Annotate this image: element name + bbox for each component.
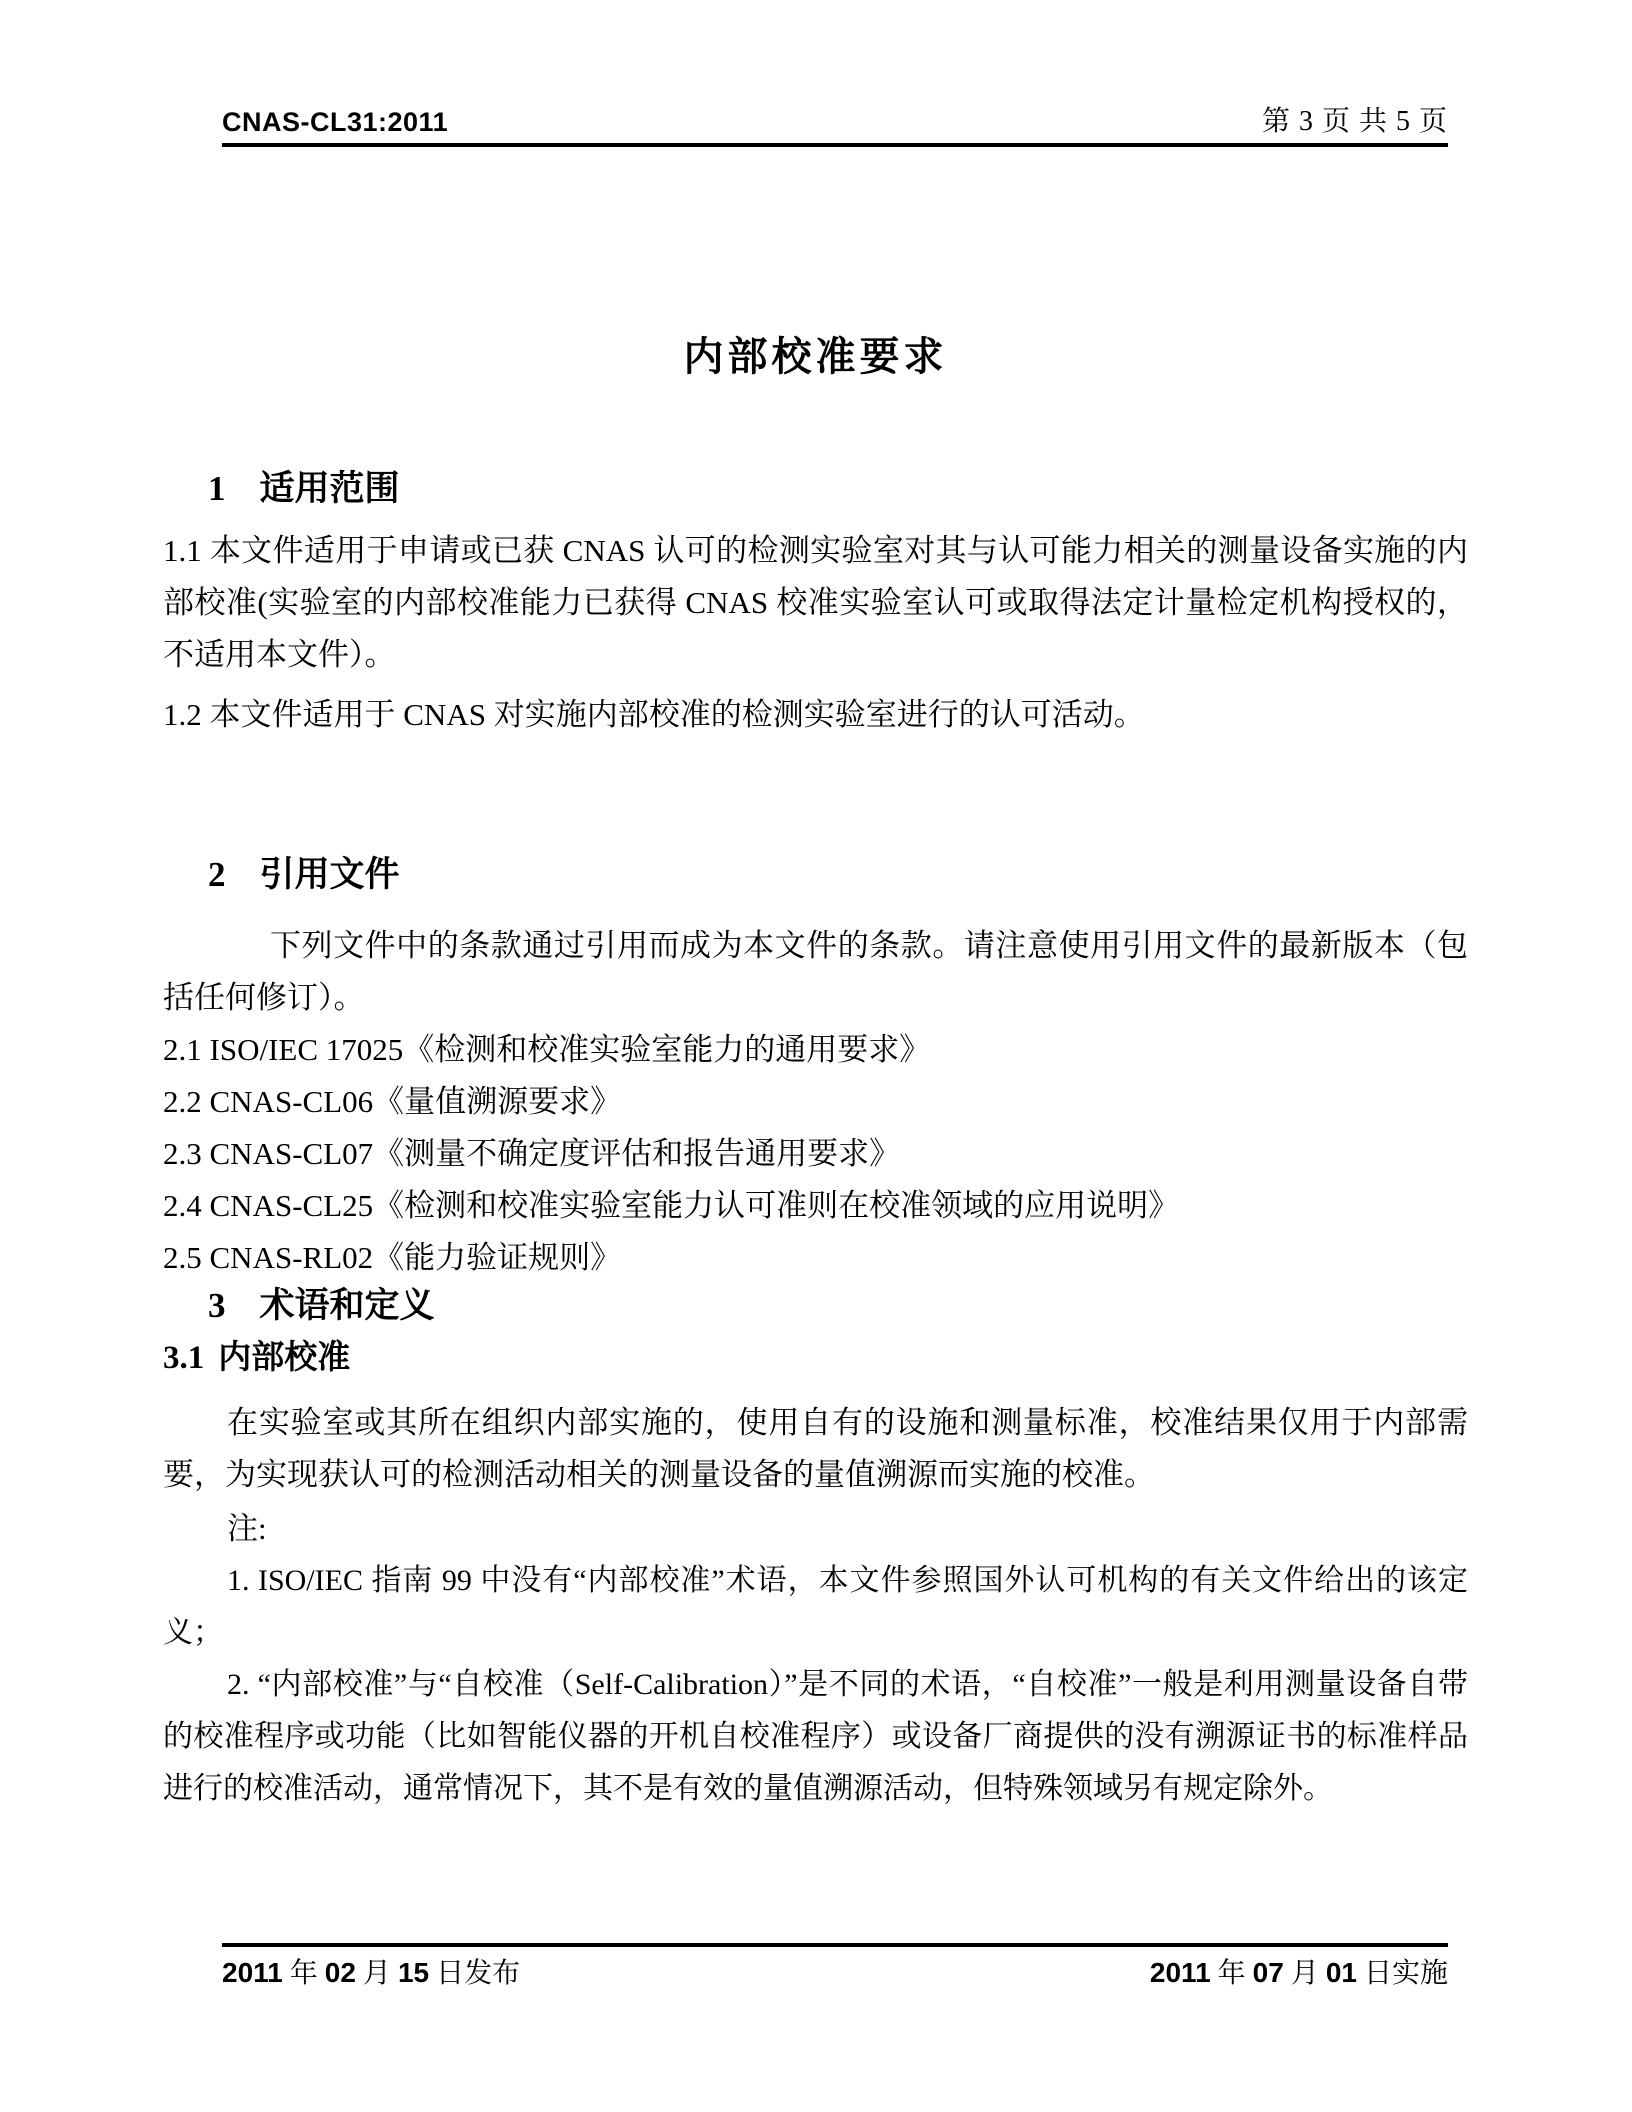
implement-date: 2011 年 07 月 01 日实施 [1149,1957,1448,1989]
section-1-number: 1 [208,469,226,508]
section-3-number: 3 [208,1286,226,1325]
document-title: 内部校准要求 [683,335,948,379]
subsection-3-1-title: 内部校准 [218,1340,351,1376]
section-1-title: 适用范围 [259,469,400,508]
subsection-3-1-heading [163,1336,1468,1380]
section-2-title: 引用文件 [259,855,400,894]
reference-2-2: 2.2 CNAS-CL06《量值溯源要求》 [163,1084,622,1119]
reference-2-4: 2.4 CNAS-CL25《检测和校准实验室能力认可准则在校准领域的应用说明》 [163,1188,1180,1223]
reference-2-5: 2.5 CNAS-RL02《能力验证规则》 [163,1240,622,1275]
note-item-1: 1. ISO/IEC 指南 99 中没有“内部校准”术语，本文件参照国外认可机构的有关文件给出的该定义； [163,1564,1468,1649]
section-2-heading [163,853,1468,897]
section-2-intro: 下列文件中的条款通过引用而成为本文件的条款。请注意使用引用文件的最新版本（包括任何修订）。 [163,928,1468,1015]
paragraph-1-2: 1.2 本文件适用于 CNAS 对实施内部校准的检测实验室进行的认可活动。 [163,697,1145,732]
doc-number: CNAS-CL31:2011 [222,107,449,137]
issue-date: 2011 年 02 月 15 日发布 [222,1957,521,1989]
page-indicator: 第 3 页 共 5 页 [1261,106,1448,137]
reference-2-3: 2.3 CNAS-CL07《测量不确定度评估和报告通用要求》 [163,1136,901,1171]
page-footer [222,1943,1448,1991]
subsection-3-1-number: 3.1 [163,1340,205,1376]
note-item-2: 2. “内部校准”与“自校准（Self-Calibration）”是不同的术语，“自校准”一般是利用测量设备自带的校准程序或功能（比如智能仪器的开机自校准程序）或设备厂商提供的没有溯源证书的标准样品进行的校准活动，通常情况下，其不是有效的量值溯源活动，但特殊领域另有规定除外。 [163,1668,1468,1805]
definition-3-1: 在实验室或其所在组织内部实施的，使用自有的设施和测量标准，校准结果仅用于内部需要，为实现获认可的检测活动相关的测量设备的量值溯源而实施的校准。 [163,1405,1468,1492]
reference-2-1: 2.1 ISO/IEC 17025《检测和校准实验室能力的通用要求》 [163,1032,931,1067]
section-3-title: 术语和定义 [259,1286,435,1325]
paragraph-1-1: 1.1 本文件适用于申请或已获 CNAS 认可的检测实验室对其与认可能力相关的测量设备实施的内部校准(实验室的内部校准能力已获得 CNAS 校准实验室认可或取得法定计量检定机构授权的，不适用本文件）。 [163,533,1468,672]
document-content [163,0,1468,1815]
section-2-number: 2 [208,855,226,894]
section-3-heading [163,1284,1468,1328]
note-label: 注: [227,1511,267,1546]
section-1-heading [163,467,1468,511]
